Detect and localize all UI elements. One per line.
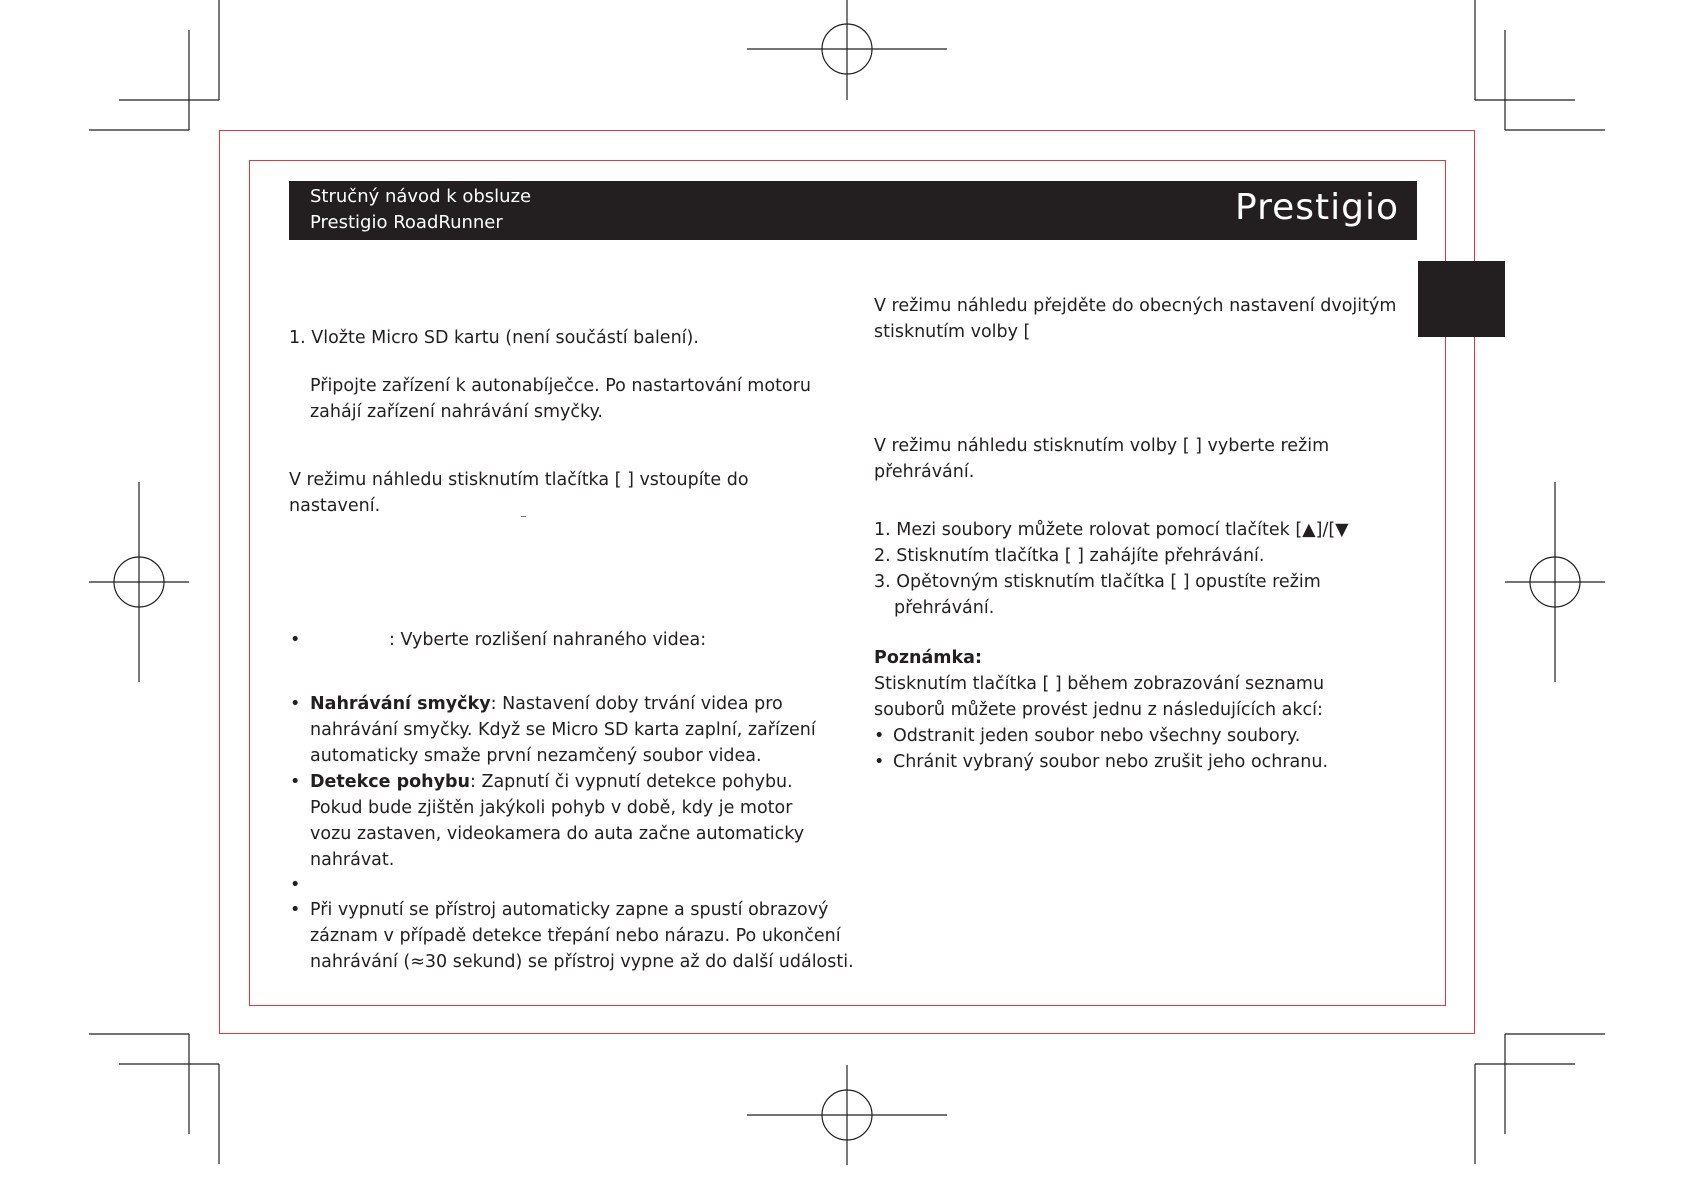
product-name: Prestigio RoadRunner: [310, 212, 503, 233]
general-settings-line2: stisknutím volby [: [874, 322, 1031, 342]
bullet-off-line2: záznam v případě detekce třepání nebo nárazu. Po ukončení: [310, 926, 841, 946]
bullet-icon: •: [290, 875, 301, 895]
settings-instruction-line1: V režimu náhledu stisknutím tlačítka [ ] vstoupíte do: [289, 470, 749, 490]
playback-step2: 2. Stisknutím tlačítka [ ] zahájíte přehrávání.: [874, 546, 1265, 566]
para-connect-line1: Připojte zařízení k autonabíječce. Po nastartování motoru: [310, 376, 811, 396]
document-title: Stručný návod k obsluze: [310, 186, 532, 207]
bullet-motion-label: Detekce pohybu: [310, 772, 471, 792]
bullet-icon: •: [290, 630, 301, 650]
bullet-loop-label: Nahrávání smyčky: [310, 694, 491, 714]
playback-step1: 1. Mezi soubory můžete rolovat pomocí tlačítek [▲]/[▼: [874, 520, 1349, 540]
bullet-loop-line2: nahrávání smyčky. Když se Micro SD karta zaplní, zařízení: [310, 720, 816, 740]
playback-mode-line2: přehrávání.: [874, 462, 975, 482]
bullet-icon: •: [874, 752, 885, 772]
bullet-motion-line3: vozu zastaven, videokamera do auta začne automaticky: [310, 824, 805, 844]
side-tab: [1418, 261, 1505, 337]
para-connect-line2: zahájí zařízení nahrávání smyčky.: [310, 402, 603, 422]
bullet-loop-line3: automaticky smaže první nezamčený soubor videa.: [310, 746, 762, 766]
bullet-motion-line1: [310, 769, 793, 795]
playback-step3-line2: přehrávání.: [894, 598, 995, 618]
note-line2: souborů můžete provést jednu z následujících akcí:: [874, 700, 1323, 720]
step-insert-card: 1. Vložte Micro SD kartu (není součástí balení).: [289, 328, 699, 348]
bullet-motion-line4: nahrávat.: [310, 850, 395, 870]
bullet-motion-text: : Zapnutí či vypnutí detekce pohybu.: [470, 772, 793, 792]
prestigio-logo: Prestigio: [1235, 187, 1399, 228]
bullet-motion-line2: Pokud bude zjištěn jakýkoli pohyb v době, kdy je motor: [310, 798, 793, 818]
print-smudge: [521, 516, 526, 517]
note-line1: Stisknutím tlačítka [ ] během zobrazování seznamu: [874, 674, 1325, 694]
bullet-icon: •: [290, 694, 301, 714]
note-bullet-protect: Chránit vybraný soubor nebo zrušit jeho ochranu.: [893, 752, 1329, 772]
header-bar: [289, 181, 1417, 240]
playback-step3-line1: 3. Opětovným stisknutím tlačítka [ ] opustíte režim: [874, 572, 1321, 592]
bullet-loop-text: : Nastavení doby trvání videa pro: [490, 694, 783, 714]
playback-mode-line1: V režimu náhledu stisknutím volby [ ] vyberte režim: [874, 436, 1330, 456]
note-bullet-delete: Odstranit jeden soubor nebo všechny soubory.: [893, 726, 1301, 746]
bullet-loop-line1: [310, 691, 783, 717]
bullet-icon: •: [874, 726, 885, 746]
bullet-icon: •: [290, 772, 301, 792]
bullet-off-line1: Při vypnutí se přístroj automaticky zapne a spustí obrazový: [310, 900, 829, 920]
settings-instruction-line2: nastavení.: [289, 496, 381, 516]
bullet-off-line3: nahrávání (≈30 sekund) se přístroj vypne až do další události.: [310, 952, 854, 972]
general-settings-line1: V režimu náhledu přejděte do obecných nastavení dvojitým: [874, 296, 1397, 316]
bullet-resolution: : Vyberte rozlišení nahraného videa:: [389, 630, 707, 650]
bullet-icon: •: [290, 900, 301, 920]
note-title: Poznámka:: [874, 648, 982, 668]
